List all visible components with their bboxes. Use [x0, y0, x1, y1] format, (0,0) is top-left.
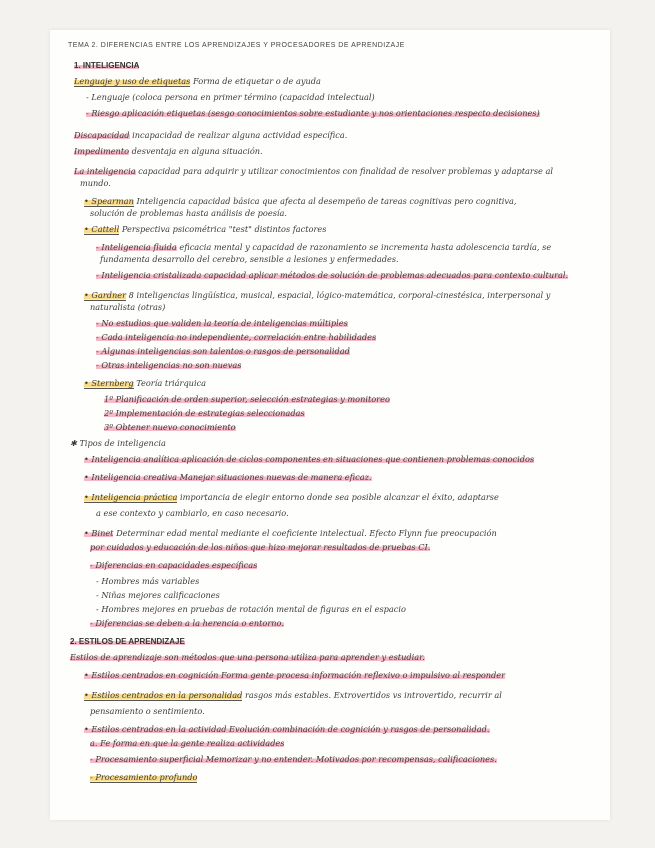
note-line: 1º Planificación de orden superior, selección estrategias y monitoreo [104, 394, 390, 404]
note-line: Discapacidad incapacidad de realizar alguna actividad específica. [74, 130, 348, 140]
note-line: Impedimento desventaja en alguna situación. [74, 146, 263, 156]
note-line: fundamenta desarrollo del cerebro, sensible a lesiones y enfermedades. [100, 254, 399, 264]
note-line: - Otras inteligencias no son nuevas [96, 360, 242, 370]
note-line: - No estudios que validen la teoría de inteligencias múltiples [96, 318, 348, 328]
notebook-page [50, 30, 610, 820]
note-line: - Hombres más variables [96, 576, 200, 586]
note-line: 2º Implementación de estrategias seleccionadas [104, 408, 305, 418]
note-line: - Inteligencia fluida eficacia mental y capacidad de razonamiento se incrementa hasta adolescencia tardía, se [96, 242, 552, 252]
note-line: solución de problemas hasta análisis de poesía. [90, 208, 287, 218]
note-line: • Cattell Perspectiva psicométrica "test" distintos factores [84, 224, 327, 234]
note-line: • Inteligencia creativa Manejar situaciones nuevas de manera eficaz. [84, 472, 372, 482]
note-line: • Estilos centrados en la personalidad rasgos más estables. Extrovertidos vs introvertido, recurrir al [84, 690, 502, 700]
note-line: • Spearman Inteligencia capacidad básica que afecta al desempeño de tareas cognitivas pero cognitiva, [84, 196, 517, 206]
note-line: La inteligencia capacidad para adquirir y utilizar conocimientos con finalidad de resolver problemas y adaptarse al [74, 166, 553, 176]
note-line: • Gardner 8 inteligencias lingüística, musical, espacial, lógico-matemática, corporal-cinestésica, interpersonal y [84, 290, 551, 300]
note-line: naturalista (otras) [90, 302, 166, 312]
note-line: • Sternberg Teoría triárquica [84, 378, 207, 388]
note-line: • Binet Determinar edad mental mediante el coeficiente intelectual. Efecto Flynn fue preocupación [84, 528, 497, 538]
note-line: pensamiento o sentimiento. [90, 706, 205, 716]
note-line: 3º Obtener nuevo conocimiento [104, 422, 236, 432]
note-line: a. Fe forma en que la gente realiza actividades [90, 738, 285, 748]
note-line: - Algunas inteligencias son talentos o rasgos de personalidad [96, 346, 350, 356]
note-line: Estilos de aprendizaje son métodos que una persona utiliza para aprender y estudiar. [70, 652, 425, 662]
note-line: Lenguaje y uso de etiquetas Forma de etiquetar o de ayuda [74, 76, 321, 86]
note-line: - Inteligencia cristalizada capacidad aplicar métodos de solución de problemas adecuados para contexto cultural. [96, 270, 569, 280]
note-line: • Inteligencia analítica aplicación de ciclos componentes en situaciones que contienen problemas conocidos [84, 454, 535, 464]
note-line: - Diferencias se deben a la herencia o entorno. [90, 618, 284, 628]
note-line: mundo. [80, 178, 111, 188]
note-line: - Diferencias en capacidades específicas [90, 560, 258, 570]
note-line: - Cada inteligencia no independiente, correlación entre habilidades [96, 332, 377, 342]
note-line: - Lenguaje (coloca persona en primer término (capacidad intelectual) [86, 92, 375, 102]
note-line: - Niñas mejores calificaciones [96, 590, 220, 600]
note-line: - Procesamiento superficial Memorizar y no entender. Motivados por recompensas, calificaciones. [90, 754, 497, 764]
note-line: - Procesamiento profundo [90, 772, 198, 782]
note-line: a ese contexto y cambiarlo, en caso necesario. [96, 508, 289, 518]
note-line: - Riesgo aplicación etiquetas (sesgo conocimientos sobre estudiante y nos orientaciones respecto decisiones) [86, 108, 540, 118]
note-line: ✱ Tipos de inteligencia [70, 438, 166, 448]
page-title: TEMA 2. DIFERENCIAS ENTRE LOS APRENDIZAJES Y PROCESADORES DE APRENDIZAJE [68, 42, 405, 49]
note-line: • Inteligencia práctica importancia de elegir entorno donde sea posible alcanzar el éxito, adaptarse [84, 492, 499, 502]
note-line: • Estilos centrados en cognición Forma gente procesa información reflexivo o impulsivo al responder [84, 670, 506, 680]
note-line: • Estilos centrados en la actividad Evolución combinación de cognición y rasgos de personalidad. [84, 724, 490, 734]
note-line: 1. INTELIGENCIA [74, 61, 140, 70]
note-line: - Hombres mejores en pruebas de rotación mental de figuras en el espacio [96, 604, 406, 614]
note-line: por cuidados y educación de los niños que hizo mejorar resultados de pruebas CI. [90, 542, 431, 552]
note-line: 2. ESTILOS DE APRENDIZAJE [70, 637, 185, 646]
